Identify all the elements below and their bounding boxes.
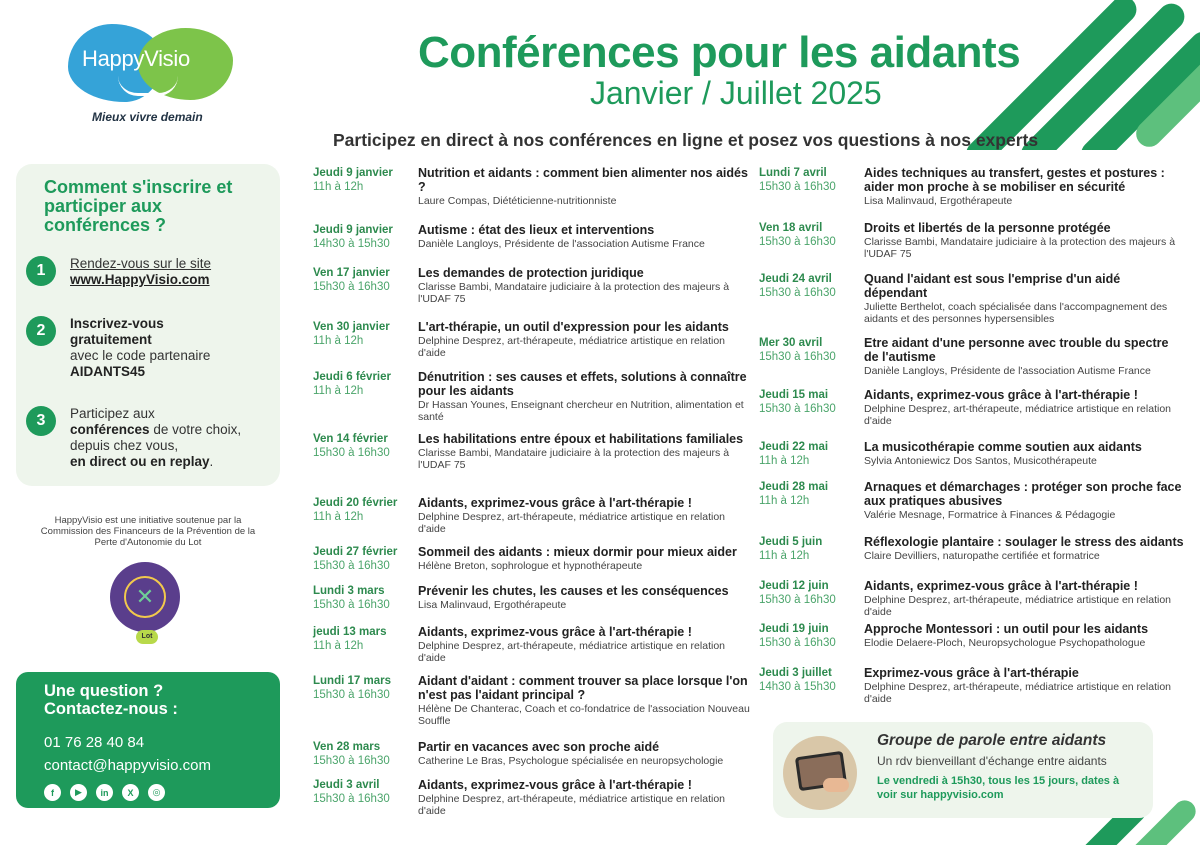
step-text-a: Inscrivez-vous gratuitement [70,316,164,347]
event-date [759,480,864,521]
step-text [70,256,245,288]
event-day: Jeudi 5 juin [759,536,823,548]
event-speaker: Delphine Desprez, art-thérapeute, médiatrice artistique en relation d'aide [418,335,725,359]
event-speaker: Delphine Desprez, art-thérapeute, médiatrice artistique en relation d'aide [864,681,1171,705]
discussion-group-panel [773,722,1153,818]
event-item [313,266,753,305]
event-title: Aidants, exprimez-vous grâce à l'art-thérapie ! [864,579,1138,593]
step-2 [26,316,245,380]
event-item [313,223,753,251]
event-item [759,272,1184,325]
event-day: Lundi 17 mars [313,675,391,687]
partner-code: AIDANTS45 [70,364,146,379]
event-day: Jeudi 22 mai [759,441,829,453]
event-body [418,778,753,817]
event-body [864,166,1184,207]
event-date [759,336,864,377]
event-time: 11h à 12h [313,640,364,652]
step-3 [26,406,245,470]
event-date [313,584,418,612]
event-speaker: Laure Compas, Diététicienne-nutritionniste [418,195,617,207]
event-title: Les habilitations entre époux et habilitations familiales [418,432,744,446]
event-body [864,272,1184,325]
event-body [418,584,753,612]
event-body [864,336,1184,377]
step-text-c: de votre choix, depuis chez vous, [70,422,242,453]
event-body [864,221,1184,260]
step-text-a: Participez aux [70,406,155,421]
event-date [759,666,864,705]
event-item [313,370,753,423]
event-date [313,223,418,251]
page-subtitle: Janvier / Juillet 2025 [590,75,882,111]
event-title: Arnaques et démarchages : protéger son proche face aux pratiques abusives [864,480,1182,508]
group-title: Groupe de parole entre aidants [877,732,1107,749]
step-number: 3 [26,406,56,436]
event-item [313,320,753,359]
event-body [418,496,753,535]
event-day: Ven 18 avril [759,222,823,234]
event-body [864,666,1184,705]
event-day: Jeudi 9 janvier [313,224,393,236]
event-speaker: Clarisse Bambi, Mandataire judiciaire à la protection des majeurs à l'UDAF 75 [418,281,730,305]
event-date [313,740,418,768]
event-day: Ven 14 février [313,433,388,445]
logo-tagline: Mieux vivre demain [92,110,203,124]
event-title: Les demandes de protection juridique [418,266,644,280]
event-time: 15h30 à 16h30 [759,403,836,415]
event-speaker: Claire Devilliers, naturopathe certifiée et formatrice [864,550,1100,562]
event-date [313,370,418,423]
event-time: 11h à 12h [313,511,364,523]
event-time: 15h30 à 16h30 [759,351,836,363]
event-day: Ven 28 mars [313,741,381,753]
event-item [313,740,753,768]
event-speaker: Elodie Delaere-Ploch, Neuropsychologue Psychopathologue [864,637,1146,649]
event-body [418,674,753,727]
event-time: 11h à 12h [313,181,364,193]
event-time: 11h à 12h [759,495,810,507]
event-time: 15h30 à 16h30 [759,637,836,649]
event-speaker: Danièle Langloys, Présidente de l'association Autisme France [418,238,705,250]
event-date [313,320,418,359]
event-speaker: Valérie Mesnage, Formatrice à Finances & Pédagogie [864,509,1116,521]
event-title: Aidants, exprimez-vous grâce à l'art-thérapie ! [418,625,692,639]
event-title: Aidants, exprimez-vous grâce à l'art-thérapie ! [864,388,1138,402]
commission-seal-icon [110,562,180,632]
event-body [418,266,753,305]
event-date [759,440,864,468]
step-text-d: en direct ou en replay [70,454,210,469]
event-item [313,674,753,727]
event-title: Prévenir les chutes, les causes et les conséquences [418,584,729,598]
event-title: Etre aidant d'une personne avec trouble du spectre de l'autisme [864,336,1169,364]
event-date [313,166,418,207]
step-text [70,316,245,380]
event-date [313,496,418,535]
event-time: 14h30 à 15h30 [759,681,836,693]
event-day: Ven 17 janvier [313,267,390,279]
event-speaker: Delphine Desprez, art-thérapeute, médiatrice artistique en relation d'aide [418,640,725,664]
event-day: Lundi 3 mars [313,585,385,597]
step-text-a: Rendez-vous sur le site [70,256,212,271]
event-speaker: Delphine Desprez, art-thérapeute, médiatrice artistique en relation d'aide [418,511,725,535]
event-day: Lundi 7 avril [759,167,827,179]
event-speaker: Lisa Malinvaud, Ergothérapeute [864,195,1013,207]
event-speaker: Juliette Berthelot, coach spécialisée dans l'accompagnement des aidants et des personnes hypersensibles [864,301,1168,325]
event-date [759,221,864,260]
event-date [313,266,418,305]
youtube-icon[interactable]: ▶ [70,784,87,801]
group-note: Le vendredi à 15h30, tous les 15 jours, dates à voir sur happyvisio.com [877,775,1120,801]
event-item [759,440,1184,468]
contact-email[interactable]: contact@happyvisio.com [44,757,211,774]
event-item [313,584,753,612]
event-title: Approche Montessori : un outil pour les aidants [864,622,1149,636]
event-title: Nutrition et aidants : comment bien alimenter nos aidés ? [418,166,748,194]
website-link[interactable]: www.HappyVisio.com [70,272,210,287]
event-item [313,545,753,573]
event-time: 15h30 à 16h30 [313,755,390,767]
event-title: Droits et libertés de la personne protégée [864,221,1111,235]
event-day: Jeudi 6 février [313,371,391,383]
event-day: jeudi 13 mars [313,626,387,638]
event-body [418,370,753,423]
event-item [759,535,1184,563]
tablet-photo-icon [783,736,857,810]
event-speaker: Delphine Desprez, art-thérapeute, médiatrice artistique en relation d'aide [864,403,1171,427]
event-time: 15h30 à 16h30 [759,236,836,248]
event-speaker: Hélène De Chanterac, Coach et co-fondatrice de l'association Nouveau Souffle [418,703,750,727]
event-item [313,432,753,471]
event-date [759,272,864,325]
event-day: Jeudi 3 avril [313,779,380,791]
hand [823,778,849,792]
event-title: Quand l'aidant est sous l'emprise d'un aidé dépendant [864,272,1121,300]
event-title: Exprimez-vous grâce à l'art-thérapie [864,666,1079,680]
event-body [864,480,1184,521]
seal-lot-label: Lot [136,630,158,644]
event-item [313,496,753,535]
event-item [759,221,1184,260]
event-day: Mer 30 avril [759,337,823,349]
x-icon[interactable]: X [122,784,139,801]
event-day: Jeudi 24 avril [759,273,832,285]
social-links [44,784,280,801]
event-title: Partir en vacances avec son proche aidé [418,740,660,754]
event-speaker: Sylvia Antoniewicz Dos Santos, Musicothérapeute [864,455,1097,467]
event-item [759,166,1184,207]
event-time: 15h30 à 16h30 [313,281,390,293]
event-day: Jeudi 15 mai [759,389,829,401]
event-time: 15h30 à 16h30 [313,599,390,611]
event-body [418,223,753,251]
event-body [418,432,753,471]
event-speaker: Lisa Malinvaud, Ergothérapeute [418,599,567,611]
event-body [864,388,1184,427]
event-date [313,432,418,471]
event-date [313,625,418,664]
instagram-icon[interactable]: ◎ [148,784,165,801]
event-body [418,625,753,664]
how-title: Comment s'inscrire et participer aux conférences ? [44,177,233,235]
event-body [418,320,753,359]
contact-title-2: Contactez-nous : [44,700,178,718]
event-day: Jeudi 27 février [313,546,398,558]
step-text-b: avec le code partenaire [70,348,211,363]
linkedin-icon[interactable]: in [96,784,113,801]
event-time: 15h30 à 16h30 [313,793,390,805]
event-body [864,622,1184,650]
event-title: Autisme : état des lieux et interventions [418,223,655,237]
event-body [864,535,1184,563]
event-title: Réflexologie plantaire : soulager le stress des aidants [864,535,1184,549]
page-title: Conférences pour les aidants [418,28,1021,77]
event-body [418,166,753,207]
step-text-b: conférences [70,422,150,437]
event-date [759,166,864,207]
event-item [759,622,1184,650]
event-title: Aidant d'aidant : comment trouver sa place lorsque l'on n'est pas l'aidant principal ? [418,674,748,702]
facebook-icon[interactable]: f [44,784,61,801]
event-day: Ven 30 janvier [313,321,390,333]
contact-phone[interactable]: 01 76 28 40 84 [44,734,145,751]
event-title: Sommeil des aidants : mieux dormir pour mieux aider [418,545,737,559]
event-item [313,166,753,207]
event-time: 15h30 à 16h30 [313,689,390,701]
event-date [759,622,864,650]
event-time: 11h à 12h [759,455,810,467]
event-item [759,480,1184,521]
event-item [313,778,753,817]
event-item [759,388,1184,427]
event-day: Jeudi 3 juillet [759,667,832,679]
event-date [759,579,864,618]
event-day: Jeudi 12 juin [759,580,829,592]
happyvisio-logo [68,24,238,124]
event-day: Jeudi 20 février [313,497,398,509]
event-date [313,674,418,727]
event-date [759,388,864,427]
event-date [313,778,418,817]
page-tagline: Participez en direct à nos conférences en ligne et posez vos questions à nos experts [333,130,1039,150]
step-text-e: . [209,454,214,469]
event-day: Jeudi 28 mai [759,481,829,493]
event-body [418,740,753,768]
event-speaker: Clarisse Bambi, Mandataire judiciaire à la protection des majeurs à l'UDAF 75 [418,447,730,471]
event-item [759,579,1184,618]
event-speaker: Dr Hassan Younes, Enseignant chercheur en Nutrition, alimentation et santé [418,399,744,423]
event-body [418,545,753,573]
event-speaker: Delphine Desprez, art-thérapeute, médiatrice artistique en relation d'aide [864,594,1171,618]
event-speaker: Catherine Le Bras, Psychologue spécialisée en neuropsychologie [418,755,724,767]
step-number: 2 [26,316,56,346]
event-speaker: Hélène Breton, sophrologue et hypnothérapeute [418,560,643,572]
event-title: L'art-thérapie, un outil d'expression pour les aidants [418,320,729,334]
event-time: 11h à 12h [313,335,364,347]
event-time: 15h30 à 16h30 [759,181,836,193]
event-body [864,440,1184,468]
step-text [70,406,245,470]
seal-cross-icon: ✕ [124,576,166,618]
event-title: Aides techniques au transfert, gestes et postures : aider mon proche à se mobiliser en sécurité [864,166,1165,194]
contact-title-1: Une question ? [44,682,164,700]
support-text: HappyVisio est une initiative soutenue par la Commission des Financeurs de la Prévention de la Perte d'Autonomie du Lot [40,515,256,548]
event-speaker: Delphine Desprez, art-thérapeute, médiatrice artistique en relation d'aide [418,793,725,817]
event-item [313,625,753,664]
event-title: Dénutrition : ses causes et effets, solutions à connaître pour les aidants [418,370,747,398]
event-time: 15h30 à 16h30 [313,560,390,572]
event-title: Aidants, exprimez-vous grâce à l'art-thérapie ! [418,496,692,510]
event-speaker: Clarisse Bambi, Mandataire judiciaire à la protection des majeurs à l'UDAF 75 [864,236,1176,260]
event-body [864,579,1184,618]
event-time: 15h30 à 16h30 [759,287,836,299]
event-title: Aidants, exprimez-vous grâce à l'art-thérapie ! [418,778,692,792]
group-subtitle: Un rdv bienveillant d'échange entre aidants [877,754,1107,768]
event-item [759,666,1184,705]
event-time: 14h30 à 15h30 [313,238,390,250]
event-item [759,336,1184,377]
event-time: 15h30 à 16h30 [313,447,390,459]
event-day: Jeudi 9 janvier [313,167,393,179]
event-date [759,535,864,563]
event-day: Jeudi 19 juin [759,623,829,635]
event-speaker: Danièle Langloys, Présidente de l'association Autisme France [864,365,1151,377]
contact-panel [16,672,280,808]
event-time: 11h à 12h [759,550,810,562]
event-title: La musicothérapie comme soutien aux aidants [864,440,1142,454]
event-time: 15h30 à 16h30 [759,594,836,606]
event-time: 11h à 12h [313,385,364,397]
logo-brand: HappyVisio [82,46,190,71]
event-date [313,545,418,573]
step-1 [26,256,245,288]
step-number: 1 [26,256,56,286]
